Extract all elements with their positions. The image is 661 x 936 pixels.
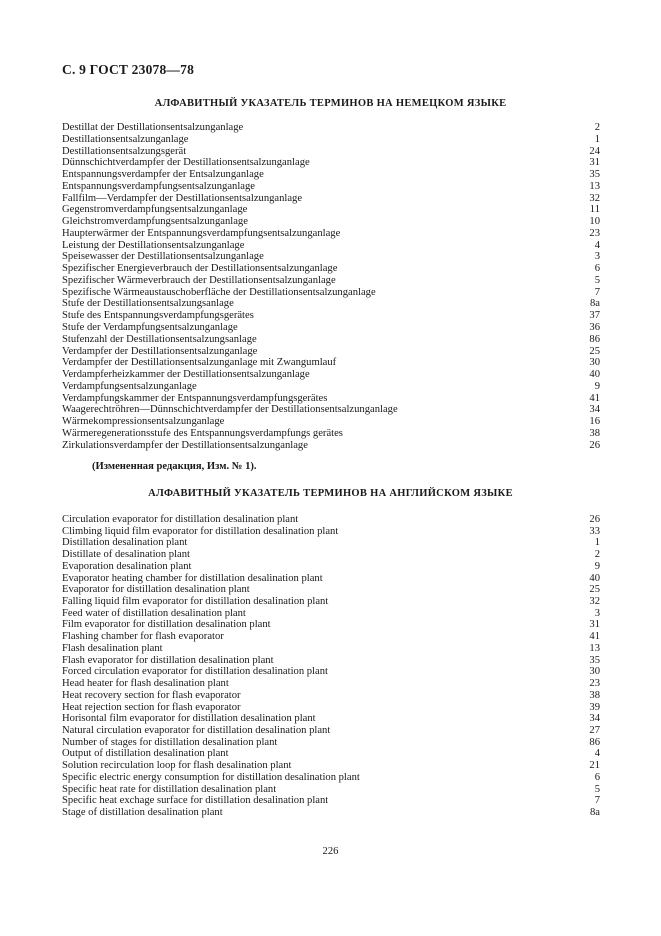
- term: Spezifische Wärmeaustauschoberfläche der Destillationsentsalzunganlage: [62, 286, 376, 298]
- list-item: [62, 631, 600, 643]
- term-number: 32: [589, 192, 600, 204]
- list-item: [62, 322, 600, 334]
- term-number: 8a: [590, 806, 600, 818]
- term: Flash evaporator for distillation desalination plant: [62, 654, 274, 666]
- list-item: [62, 134, 600, 146]
- term: Forced circulation evaporator for distillation desalination plant: [62, 666, 328, 678]
- term: Speisewasser der Destillationsentsalzunganlage: [62, 251, 264, 263]
- list-item: [62, 357, 600, 369]
- term: Gegenstromverdampfungsentsalzunganlage: [62, 204, 248, 216]
- list-item: [62, 298, 600, 310]
- term: Natural circulation evaporator for distillation desalination plant: [62, 724, 331, 736]
- term: Verdampfer der Destillationsentsalzunganlage: [62, 345, 258, 357]
- term: Climbing liquid film evaporator for distillation desalination plant: [62, 525, 339, 537]
- term-number: 27: [589, 724, 600, 736]
- german-term-list: [62, 122, 600, 451]
- list-item: [62, 263, 600, 275]
- list-item: [62, 784, 600, 796]
- term-number: 2: [594, 549, 600, 561]
- term-number: 6: [594, 771, 600, 783]
- term: Specific electric energy consumption for distillation desalination plant: [62, 771, 360, 783]
- term: Heat rejection section for flash evaporator: [62, 701, 241, 713]
- list-item: [62, 122, 600, 134]
- term: Circulation evaporator for distillation desalination plant: [62, 514, 299, 525]
- term: Destillationsentsalzunganlage: [62, 133, 189, 145]
- term-number: 33: [589, 525, 600, 537]
- term-number: 5: [594, 783, 600, 795]
- term-number: 7: [594, 286, 600, 298]
- term-number: 30: [589, 357, 600, 369]
- term: Feed water of distillation desalination plant: [62, 607, 246, 619]
- term: Verdampferheizkammer der Destillationsentsalzunganlage: [62, 369, 310, 381]
- term-number: 1: [594, 537, 600, 549]
- list-item: [62, 275, 600, 287]
- term-number: 86: [589, 333, 600, 345]
- english-index-title: АЛФАВИТНЫЙ УКАЗАТЕЛЬ ТЕРМИНОВ НА АНГЛИЙСКОМ ЯЗЫКЕ: [148, 488, 513, 499]
- list-item: [62, 428, 600, 440]
- list-item: [62, 690, 600, 702]
- list-item: [62, 416, 600, 428]
- term: Fallfilm—Verdampfer der Destillationsentsalzunganlage: [62, 192, 303, 204]
- term: Evaporation desalination plant: [62, 560, 192, 572]
- term: Stufe des Entspannungsverdampfungsgerätes: [62, 310, 254, 322]
- list-item: [62, 725, 600, 737]
- term-number: 25: [589, 345, 600, 357]
- term-number: 86: [589, 736, 600, 748]
- list-item: [62, 346, 600, 358]
- term-number: 31: [589, 157, 600, 169]
- term-number: 1: [594, 133, 600, 145]
- list-item: [62, 666, 600, 678]
- term-number: 26: [589, 514, 600, 525]
- term-number: 30: [589, 666, 600, 678]
- list-item: [62, 514, 600, 526]
- list-item: [62, 678, 600, 690]
- term: Wärmeregenerationsstufe des Entspannungsverdampfungs gerätes: [62, 427, 343, 439]
- term-number: 3: [594, 251, 600, 263]
- term: Specific heat rate for distillation desalination plant: [62, 783, 277, 795]
- english-term-list: [62, 514, 600, 819]
- list-item: [62, 549, 600, 561]
- term-number: 13: [589, 642, 600, 654]
- term: Number of stages for distillation desalination plant: [62, 736, 278, 748]
- term-number: 21: [589, 760, 600, 772]
- term-number: 4: [594, 239, 600, 251]
- term: Stufe der Destillationsentsalzungsanlage: [62, 298, 234, 310]
- list-item: [62, 584, 600, 596]
- term: Falling liquid film evaporator for distillation desalination plant: [62, 596, 329, 608]
- term: Entspannungsverdampfungsentsalzunganlage: [62, 180, 255, 192]
- list-item: [62, 526, 600, 538]
- term: Spezifischer Wärmeverbrauch der Destillationsentsalzunganlage: [62, 274, 336, 286]
- term: Distillation desalination plant: [62, 537, 188, 549]
- term: Stufe der Verdampfungsentsalzunganlage: [62, 322, 238, 334]
- term: Haupterwärmer der Entspannungsverdampfungsentsalzunganlage: [62, 227, 341, 239]
- list-item: [62, 537, 600, 549]
- term-number: 31: [589, 619, 600, 631]
- amendment-note: (Измененная редакция, Изм. № 1).: [92, 461, 257, 472]
- term-number: 32: [589, 596, 600, 608]
- term: Wärmekompressionsentsalzunganlage: [62, 416, 225, 428]
- term: Film evaporator for distillation desalination plant: [62, 619, 271, 631]
- term: Verdampfer der Destillationsentsalzunganlage mit Zwangumlauf: [62, 357, 337, 369]
- list-item: [62, 760, 600, 772]
- list-item: [62, 596, 600, 608]
- term: Zirkulationsverdampfer der Destillationsentsalzunganlage: [62, 439, 308, 451]
- term-number: 25: [589, 584, 600, 596]
- list-item: [62, 204, 600, 216]
- term-number: 10: [589, 216, 600, 228]
- term-number: 38: [589, 427, 600, 439]
- term: Output of distillation desalination plant: [62, 748, 229, 760]
- list-item: [62, 157, 600, 169]
- term-number: 9: [594, 380, 600, 392]
- term: Horisontal film evaporator for distillation desalination plant: [62, 713, 316, 725]
- list-item: [62, 381, 600, 393]
- term: Verdampfungskammer der Entspannungsverdampfungsgerätes: [62, 392, 328, 404]
- term-number: 5: [594, 274, 600, 286]
- term: Dünnschichtverdampfer der Destillationsentsalzunganlage: [62, 157, 310, 169]
- term: Specific heat exchage surface for distillation desalination plant: [62, 795, 329, 807]
- list-item: [62, 561, 600, 573]
- german-index-title: АЛФАВИТНЫЙ УКАЗАТЕЛЬ ТЕРМИНОВ НА НЕМЕЦКОМ ЯЗЫКЕ: [154, 98, 507, 109]
- term-number: 35: [589, 654, 600, 666]
- list-item: [62, 643, 600, 655]
- list-item: [62, 287, 600, 299]
- term: Heat recovery section for flash evaporator: [62, 689, 241, 701]
- list-item: [62, 440, 600, 452]
- term-number: 34: [589, 713, 600, 725]
- term: Head heater for flash desalination plant: [62, 678, 229, 690]
- term-number: 24: [589, 145, 600, 157]
- term-number: 2: [594, 122, 600, 133]
- term-number: 37: [589, 310, 600, 322]
- term-number: 9: [594, 560, 600, 572]
- term: Verdampfungsentsalzunganlage: [62, 380, 197, 392]
- term: Leistung der Destillationsentsalzunganlage: [62, 239, 245, 251]
- list-item: [62, 737, 600, 749]
- term: Gleichstromverdampfungsentsalzunganlage: [62, 216, 248, 228]
- term-number: 13: [589, 180, 600, 192]
- term: Flashing chamber for flash evaporator: [62, 631, 224, 643]
- list-item: [62, 216, 600, 228]
- list-item: [62, 795, 600, 807]
- term: Stage of distillation desalination plant: [62, 806, 223, 818]
- term-number: 23: [589, 227, 600, 239]
- term: Spezifischer Energieverbrauch der Destillationsentsalzunganlage: [62, 263, 338, 275]
- term-number: 26: [589, 439, 600, 451]
- term-number: 38: [589, 689, 600, 701]
- list-item: [62, 772, 600, 784]
- list-item: [62, 334, 600, 346]
- list-item: [62, 619, 600, 631]
- term-number: 4: [594, 748, 600, 760]
- term-number: 39: [589, 701, 600, 713]
- term: Destillationsentsalzungsgerät: [62, 145, 187, 157]
- term-number: 40: [589, 572, 600, 584]
- term: Evaporator for distillation desalination plant: [62, 584, 250, 596]
- page-number: 226: [322, 846, 339, 857]
- term: Waagerechtröhren—Dünnschichtverdampfer der Destillationsentsalzunganlage: [62, 404, 398, 416]
- term: Solution recirculation loop for flash desalination plant: [62, 760, 292, 772]
- term: Distillate of desalination plant: [62, 549, 190, 561]
- term: Destillat der Destillationsentsalzunganlage: [62, 122, 244, 133]
- term: Stufenzahl der Destillationsentsalzungsanlage: [62, 333, 257, 345]
- term-number: 7: [594, 795, 600, 807]
- term-number: 3: [594, 607, 600, 619]
- list-item: [62, 573, 600, 585]
- term-number: 6: [594, 263, 600, 275]
- list-item: [62, 655, 600, 667]
- page-header: С. 9 ГОСТ 23078—78: [62, 62, 195, 77]
- term-number: 41: [589, 392, 600, 404]
- list-item: [62, 608, 600, 620]
- list-item: [62, 310, 600, 322]
- list-item: [62, 240, 600, 252]
- list-item: [62, 713, 600, 725]
- list-item: [62, 404, 600, 416]
- term-number: 23: [589, 678, 600, 690]
- term-number: 16: [589, 416, 600, 428]
- list-item: [62, 181, 600, 193]
- list-item: [62, 369, 600, 381]
- term-number: 35: [589, 169, 600, 181]
- term-number: 8a: [590, 298, 600, 310]
- list-item: [62, 228, 600, 240]
- term: Evaporator heating chamber for distillation desalination plant: [62, 572, 323, 584]
- list-item: [62, 702, 600, 714]
- list-item: [62, 193, 600, 205]
- term-number: 11: [589, 204, 600, 216]
- term-number: 41: [589, 631, 600, 643]
- list-item: [62, 146, 600, 158]
- term: Flash desalination plant: [62, 642, 163, 654]
- list-item: [62, 748, 600, 760]
- list-item: [62, 807, 600, 819]
- term-number: 34: [589, 404, 600, 416]
- list-item: [62, 251, 600, 263]
- list-item: [62, 169, 600, 181]
- term-number: 40: [589, 369, 600, 381]
- term: Entspannungsverdampfer der Entsalzunganlage: [62, 169, 264, 181]
- list-item: [62, 393, 600, 405]
- term-number: 36: [589, 322, 600, 334]
